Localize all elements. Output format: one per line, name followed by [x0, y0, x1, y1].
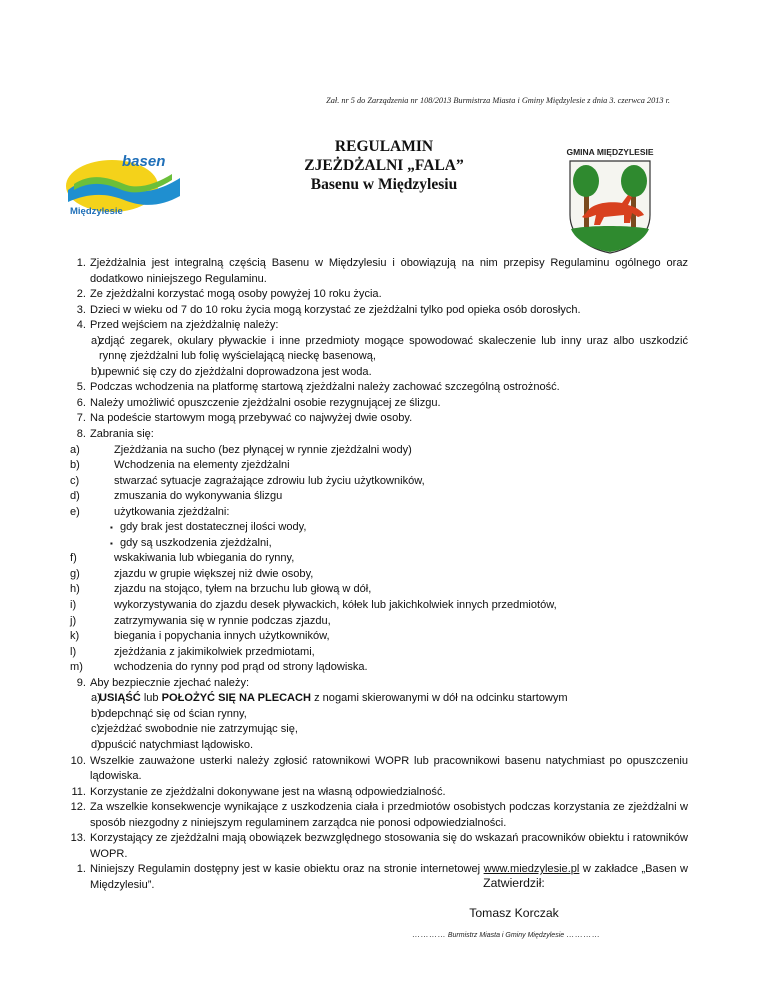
- rule-text: Aby bezpiecznie zjechać należy:: [90, 676, 250, 689]
- rule-item: [66, 380, 688, 396]
- sub-rule-item: [66, 505, 688, 521]
- sub-rule-letter: c): [91, 723, 101, 736]
- sub-rule-item: [66, 707, 688, 723]
- basen-logo: [64, 150, 184, 220]
- sub-rule-text: zdjąć zegarek, okulary pływackie i inne przedmioty mogące spowodować skaleczenie lub inny uraz albo uszkodzić rynnę zjeżdżalni lub folię wyścielającą nieckę basenową,: [99, 334, 688, 363]
- rule-number: 13.: [70, 832, 86, 845]
- rule-item: [66, 754, 688, 785]
- rule-number: 4.: [76, 319, 86, 332]
- sub-rule-letter: b): [91, 707, 101, 720]
- rules-list: [66, 256, 688, 893]
- bullet-square-icon: ▪: [110, 523, 113, 533]
- title-line-3: Basenu w Międzylesiu: [310, 176, 458, 193]
- rule-number: 1.: [76, 257, 86, 269]
- gmina-crest: [556, 145, 664, 255]
- rule-text: Ze zjeżdżalni korzystać mogą osoby powyżej 10 roku życia.: [90, 288, 382, 301]
- sub-rule-letter: b): [70, 459, 80, 472]
- sub-rule-letter: l): [70, 645, 77, 658]
- sub-rule-letter: j): [70, 614, 77, 627]
- sub-rule-letter: m): [70, 661, 83, 674]
- rule-number: 6.: [76, 396, 86, 409]
- rule-text: Za wszelkie konsekwencje wynikające z uszkodzenia ciała i przedmiotów osobistych podczas korzystania ze zjeżdżalni w sposób niezgodny z niniejszym regulaminem zarządca nie ponosi odpowiedzialności.: [90, 801, 688, 829]
- title-line-1: REGULAMIN: [334, 138, 434, 155]
- sub-rule-item: [66, 567, 688, 583]
- rule-text: Wszelkie zauważone usterki należy zgłosić ratownikowi WOPR lub pracownikowi basenu natychmiast po opuszczeniu lądowiska.: [90, 754, 688, 783]
- sub-rule-item: [66, 489, 688, 505]
- approved-label: Zatwierdził:: [483, 876, 545, 890]
- header-note: Zał. nr 5 do Zarządzenia nr 108/2013 Burmistrza Miasta i Gminy Międzylesie z dnia 3. czerwca 2013 r.: [326, 96, 670, 105]
- rule-item: [66, 396, 688, 412]
- sub-rule-item: [66, 443, 688, 459]
- sub-rule-item: [66, 660, 688, 676]
- sub-rule-item: [66, 365, 688, 381]
- sub-rule-text: użytkowania zjeżdżalni:: [114, 505, 230, 518]
- sub-rule-text: zjeżdżania z jakimikolwiek przedmiotami,: [114, 645, 315, 658]
- sub-rule-text: Wchodzenia na elementy zjeżdżalni: [114, 459, 290, 472]
- rule-text: Dzieci w wieku od 7 do 10 roku życia mogą korzystać ze zjeżdżalni tylko pod opieka osób dorosłych.: [90, 303, 581, 316]
- bullet-square-icon: ▪: [110, 538, 113, 548]
- sub-rule-item: [66, 629, 688, 645]
- rule-number: 9.: [76, 676, 86, 689]
- crest-ground: [571, 226, 649, 252]
- rule-number: 1.: [76, 863, 86, 876]
- sub-rule-letter: d): [91, 738, 101, 751]
- logo-basen-word: basen: [122, 153, 166, 170]
- sub-rule-letter: c): [70, 474, 80, 487]
- rule-number: 7.: [76, 412, 86, 425]
- rule-text: Przed wejściem na zjeżdżalnię należy:: [90, 319, 279, 332]
- rule-text: Podczas wchodzenia na platformę startową zjeżdżalni należy zachować szczególną ostrożność.: [90, 381, 560, 394]
- rule-number: 10.: [70, 754, 86, 767]
- sub-rule-text: zjazdu w grupie większej niż dwie osoby,: [114, 567, 314, 580]
- sub-rule-item: [66, 474, 688, 490]
- sub-rule-text: wchodzenia do rynny pod prąd od strony lądowiska.: [114, 661, 368, 674]
- sub-rule-text: wskakiwania lub wbiegania do rynny,: [114, 552, 295, 565]
- sub-rule-item: [66, 645, 688, 661]
- rule-text: Korzystający ze zjeżdżalni mają obowiązek bezwzględnego stosowania się do wskazań pracowników obiektu i ratowników WOPR.: [90, 832, 688, 860]
- sub-rule-text: biegania i popychania innych użytkowników,: [114, 630, 330, 643]
- sub-rule-letter: g): [70, 567, 80, 580]
- rule-item: [66, 287, 688, 303]
- bullet-text: gdy są uszkodzenia zjeżdżalni,: [120, 536, 272, 549]
- rule-item: [66, 676, 688, 692]
- sub-rule-letter: a): [70, 443, 80, 456]
- rule-item: [66, 303, 688, 319]
- emphasis-sit: USIĄŚĆ: [99, 692, 141, 705]
- sub-rule-text: zjazdu na stojąco, tyłem na brzuchu lub głową w dół,: [114, 583, 372, 596]
- tree-icon-right: [621, 165, 647, 197]
- sub-rule-item: [66, 614, 688, 630]
- rule-item: [66, 862, 688, 893]
- bullet-item: [66, 536, 688, 552]
- rule-number: 8.: [76, 428, 86, 441]
- rule-text-after-link: w zakładce „Basen w Międzylesiu”.: [90, 863, 688, 891]
- rule-text: Na podeście startowym mogą przebywać co najwyżej dwie osoby.: [90, 412, 413, 425]
- sub-rule-item: [66, 691, 688, 707]
- rule-number: 12.: [70, 801, 86, 814]
- sub-rule-item: [66, 738, 688, 754]
- signatory-role-line: [386, 930, 626, 939]
- emphasis-lie-back: POŁOŻYĆ SIĘ NA PLECACH: [161, 692, 311, 705]
- document-title: [234, 137, 534, 194]
- title-line-2: ZJEŻDŻALNI „FALA”: [304, 157, 464, 174]
- sub-rule-item: [66, 551, 688, 567]
- rule-number: 3.: [76, 303, 86, 316]
- rule-number: 5.: [76, 381, 86, 394]
- dots-right: …………: [566, 930, 601, 939]
- sub-rule-letter: k): [70, 630, 80, 643]
- dots-left: …………: [411, 930, 446, 939]
- rule-text: Zjeżdżalnia jest integralną częścią Basenu w Międzylesiu i obowiązują na nim przepisy Regulaminu ogólnego oraz dodatkowo niniejszego Regulaminu.: [90, 257, 688, 285]
- tree-icon-left: [573, 165, 599, 197]
- sub-rule-text: upewnić się czy do zjeżdżalni doprowadzona jest woda.: [99, 365, 372, 378]
- rule-number: 11.: [71, 785, 86, 798]
- sub-rule-letter: i): [70, 599, 77, 612]
- website-link[interactable]: www.miedzylesie.pl: [483, 863, 580, 876]
- sub-rule-text: opuścić natychmiast lądowisko.: [99, 738, 254, 751]
- sub-rule-text: zatrzymywania się w rynnie podczas zjazdu,: [114, 614, 331, 627]
- sub-rule-letter: f): [70, 552, 77, 565]
- logo-town-name: Międzylesie: [70, 206, 123, 217]
- rule-item: [66, 785, 688, 801]
- rule-item: [66, 318, 688, 334]
- sub-rule-text: zjeżdżać swobodnie nie zatrzymując się,: [99, 723, 298, 736]
- sub-rule-letter: d): [70, 490, 80, 503]
- sub-rule-letter: e): [70, 505, 80, 518]
- sub-rule-text-mid: lub: [140, 692, 162, 705]
- bullet-text: gdy brak jest dostatecznej ilości wody,: [120, 521, 307, 534]
- rule-text: Zabrania się:: [90, 428, 154, 441]
- rule-text-before-link: Niniejszy Regulamin dostępny jest w kasie obiektu oraz na stronie internetowej: [90, 863, 484, 876]
- sub-rule-item: [66, 458, 688, 474]
- sub-rule-letter: a): [91, 692, 101, 705]
- rule-item: [66, 831, 688, 862]
- sub-rule-text: stwarzać sytuacje zagrażające zdrowiu lub życiu użytkowników,: [114, 474, 425, 487]
- rule-item: [66, 427, 688, 443]
- sub-rule-text: z nogami skierowanymi w dół na odcinku startowym: [311, 692, 568, 705]
- sub-rule-text: wykorzystywania do zjazdu desek pływackich, kółek lub jakichkolwiek innych przedmiotów,: [114, 599, 557, 612]
- sub-rule-letter: h): [70, 583, 80, 596]
- sub-rule-item: [66, 598, 688, 614]
- bullet-item: [66, 520, 688, 536]
- sub-rule-item: [66, 582, 688, 598]
- rule-text: Korzystanie ze zjeżdżalni dokonywane jest na własną odpowiedzialność.: [90, 785, 446, 798]
- signatory-role: Burmistrz Miasta i Gminy Międzylesie: [447, 932, 565, 939]
- rule-item: [66, 411, 688, 427]
- sub-rule-text: odepchnąć się od ścian rynny,: [99, 707, 247, 720]
- rule-item: [66, 256, 688, 287]
- sub-rule-text: Zjeżdżania na sucho (bez płynącej w rynnie zjeżdżalni wody): [114, 443, 412, 456]
- sub-rule-item: [66, 722, 688, 738]
- sub-rule-item: [66, 334, 688, 365]
- crest-label: GMINA MIĘDZYLESIE: [566, 147, 654, 157]
- rule-item: [66, 800, 688, 831]
- sub-rule-letter: b): [91, 365, 101, 378]
- sub-rule-text: zmuszania do wykonywania ślizgu: [114, 490, 283, 503]
- sub-rule-letter: a): [91, 334, 101, 347]
- rule-text: Należy umożliwić opuszczenie zjeżdżalni osobie rezygnującej ze ślizgu.: [90, 396, 441, 409]
- signatory-name: Tomasz Korczak: [469, 906, 559, 920]
- rule-number: 2.: [76, 288, 86, 301]
